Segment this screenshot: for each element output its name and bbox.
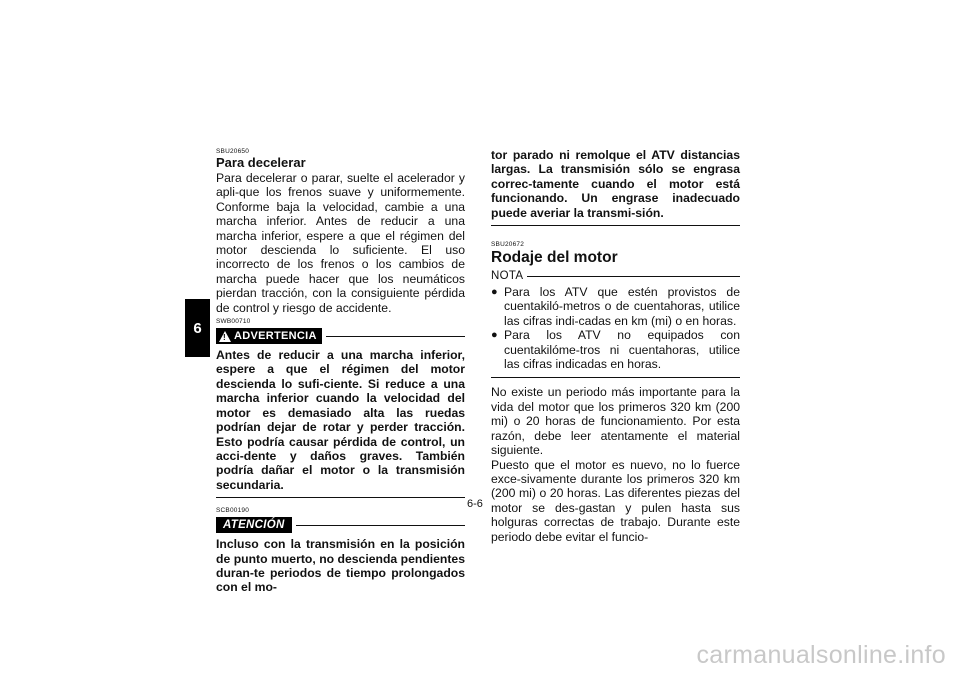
decelerate-paragraph: Para decelerar o parar, suelte el acelerador y apli-que los frenos suave y uniformemente. Conforme baja la velocidad, cambie a una marcha inferior. Antes de reducir a una marcha inferior, espere a que el régimen del motor descienda lo suficiente. El uso incorrecto de los frenos o los cambios de marcha puede hacer que los neumáticos pierdan tracción, con la consiguiente pérdida de control y riesgo de accidente. — [216, 171, 465, 315]
warning-line — [326, 336, 465, 337]
caution-label-row — [216, 517, 465, 533]
section-code-breakin: SBU20672 — [491, 241, 525, 249]
chapter-tab: 6 — [185, 299, 210, 357]
breakin-paragraph-1: No existe un periodo más importante para la vida del motor que los primeros 320 km (200 mi) o 20 horas de funcionamiento. Por esta razón, debe leer atentamente el material siguiente. — [491, 385, 740, 458]
section-heading-breakin: Rodaje del motor — [491, 249, 618, 267]
bullet-icon: ● — [491, 329, 498, 342]
page-number: 6-6 — [467, 498, 483, 510]
nota-line — [527, 276, 740, 277]
warning-end-rule — [216, 497, 465, 498]
caution-end-rule — [491, 225, 740, 226]
caution-text: Incluso con la transmisión en la posición de punto muerto, no descienda pendientes duran-te periodos de tiempo prolongados con el mo- — [216, 537, 465, 595]
warning-badge — [216, 328, 322, 344]
warning-triangle-icon: ! — [219, 331, 231, 342]
caution-code: SCB00190 — [216, 507, 250, 515]
caution-line — [296, 525, 465, 526]
warning-code: SWB00710 — [216, 318, 251, 326]
list-item: ● Para los ATV no equipados con cuentakilóme-tros ni cuentahoras, utilice las cifras indicadas en horas. — [491, 328, 740, 372]
warning-text: Antes de reducir a una marcha inferior, espere a que el régimen del motor descienda lo sufi-ciente. Si reduce a una marcha inferior cuando la velocidad del motor es demasiado alta las ruedas podrían dejar de rotar y perder tracción. Esto podría causar pérdida de control, un acci-dente y daños graves. También podría dañar el motor o la transmisión secundaria. — [216, 348, 465, 492]
left-column — [216, 148, 465, 595]
bullet-icon: ● — [491, 286, 498, 299]
warning-label: ADVERTENCIA — [234, 330, 317, 343]
caution-badge: ATENCIÓN — [216, 517, 292, 533]
warning-label-row — [216, 328, 465, 344]
caution-text-continued: tor parado ni remolque el ATV distancias largas. La transmisión sólo se engrasa correc-tamente cuando el motor está funcionando. Un engrase inadecuado puede averiar la transmi-sión. — [491, 148, 740, 220]
watermark: carmanualsonline.info — [696, 641, 946, 669]
nota-end-rule — [491, 377, 740, 378]
section-code: SBU20650 — [216, 148, 250, 155]
nota-label: NOTA — [491, 270, 524, 283]
nota-row — [491, 270, 740, 282]
breakin-paragraph-2: Puesto que el motor es nuevo, no lo fuerce exce-sivamente durante los primeros 320 km (200 mi) o 20 horas. Las diferentes piezas del motor se des-gastan y pulen hasta sus holguras correctas de trabajo. Durante este periodo debe evitar el funcio- — [491, 457, 740, 544]
section-heading-decelerate: Para decelerar — [216, 155, 306, 170]
list-item: ● Para los ATV que estén provistos de cuentakiló-metros o de cuentahoras, utilice las cifras indi-cadas en km (mi) o en horas. — [491, 285, 740, 328]
right-column — [491, 148, 740, 544]
